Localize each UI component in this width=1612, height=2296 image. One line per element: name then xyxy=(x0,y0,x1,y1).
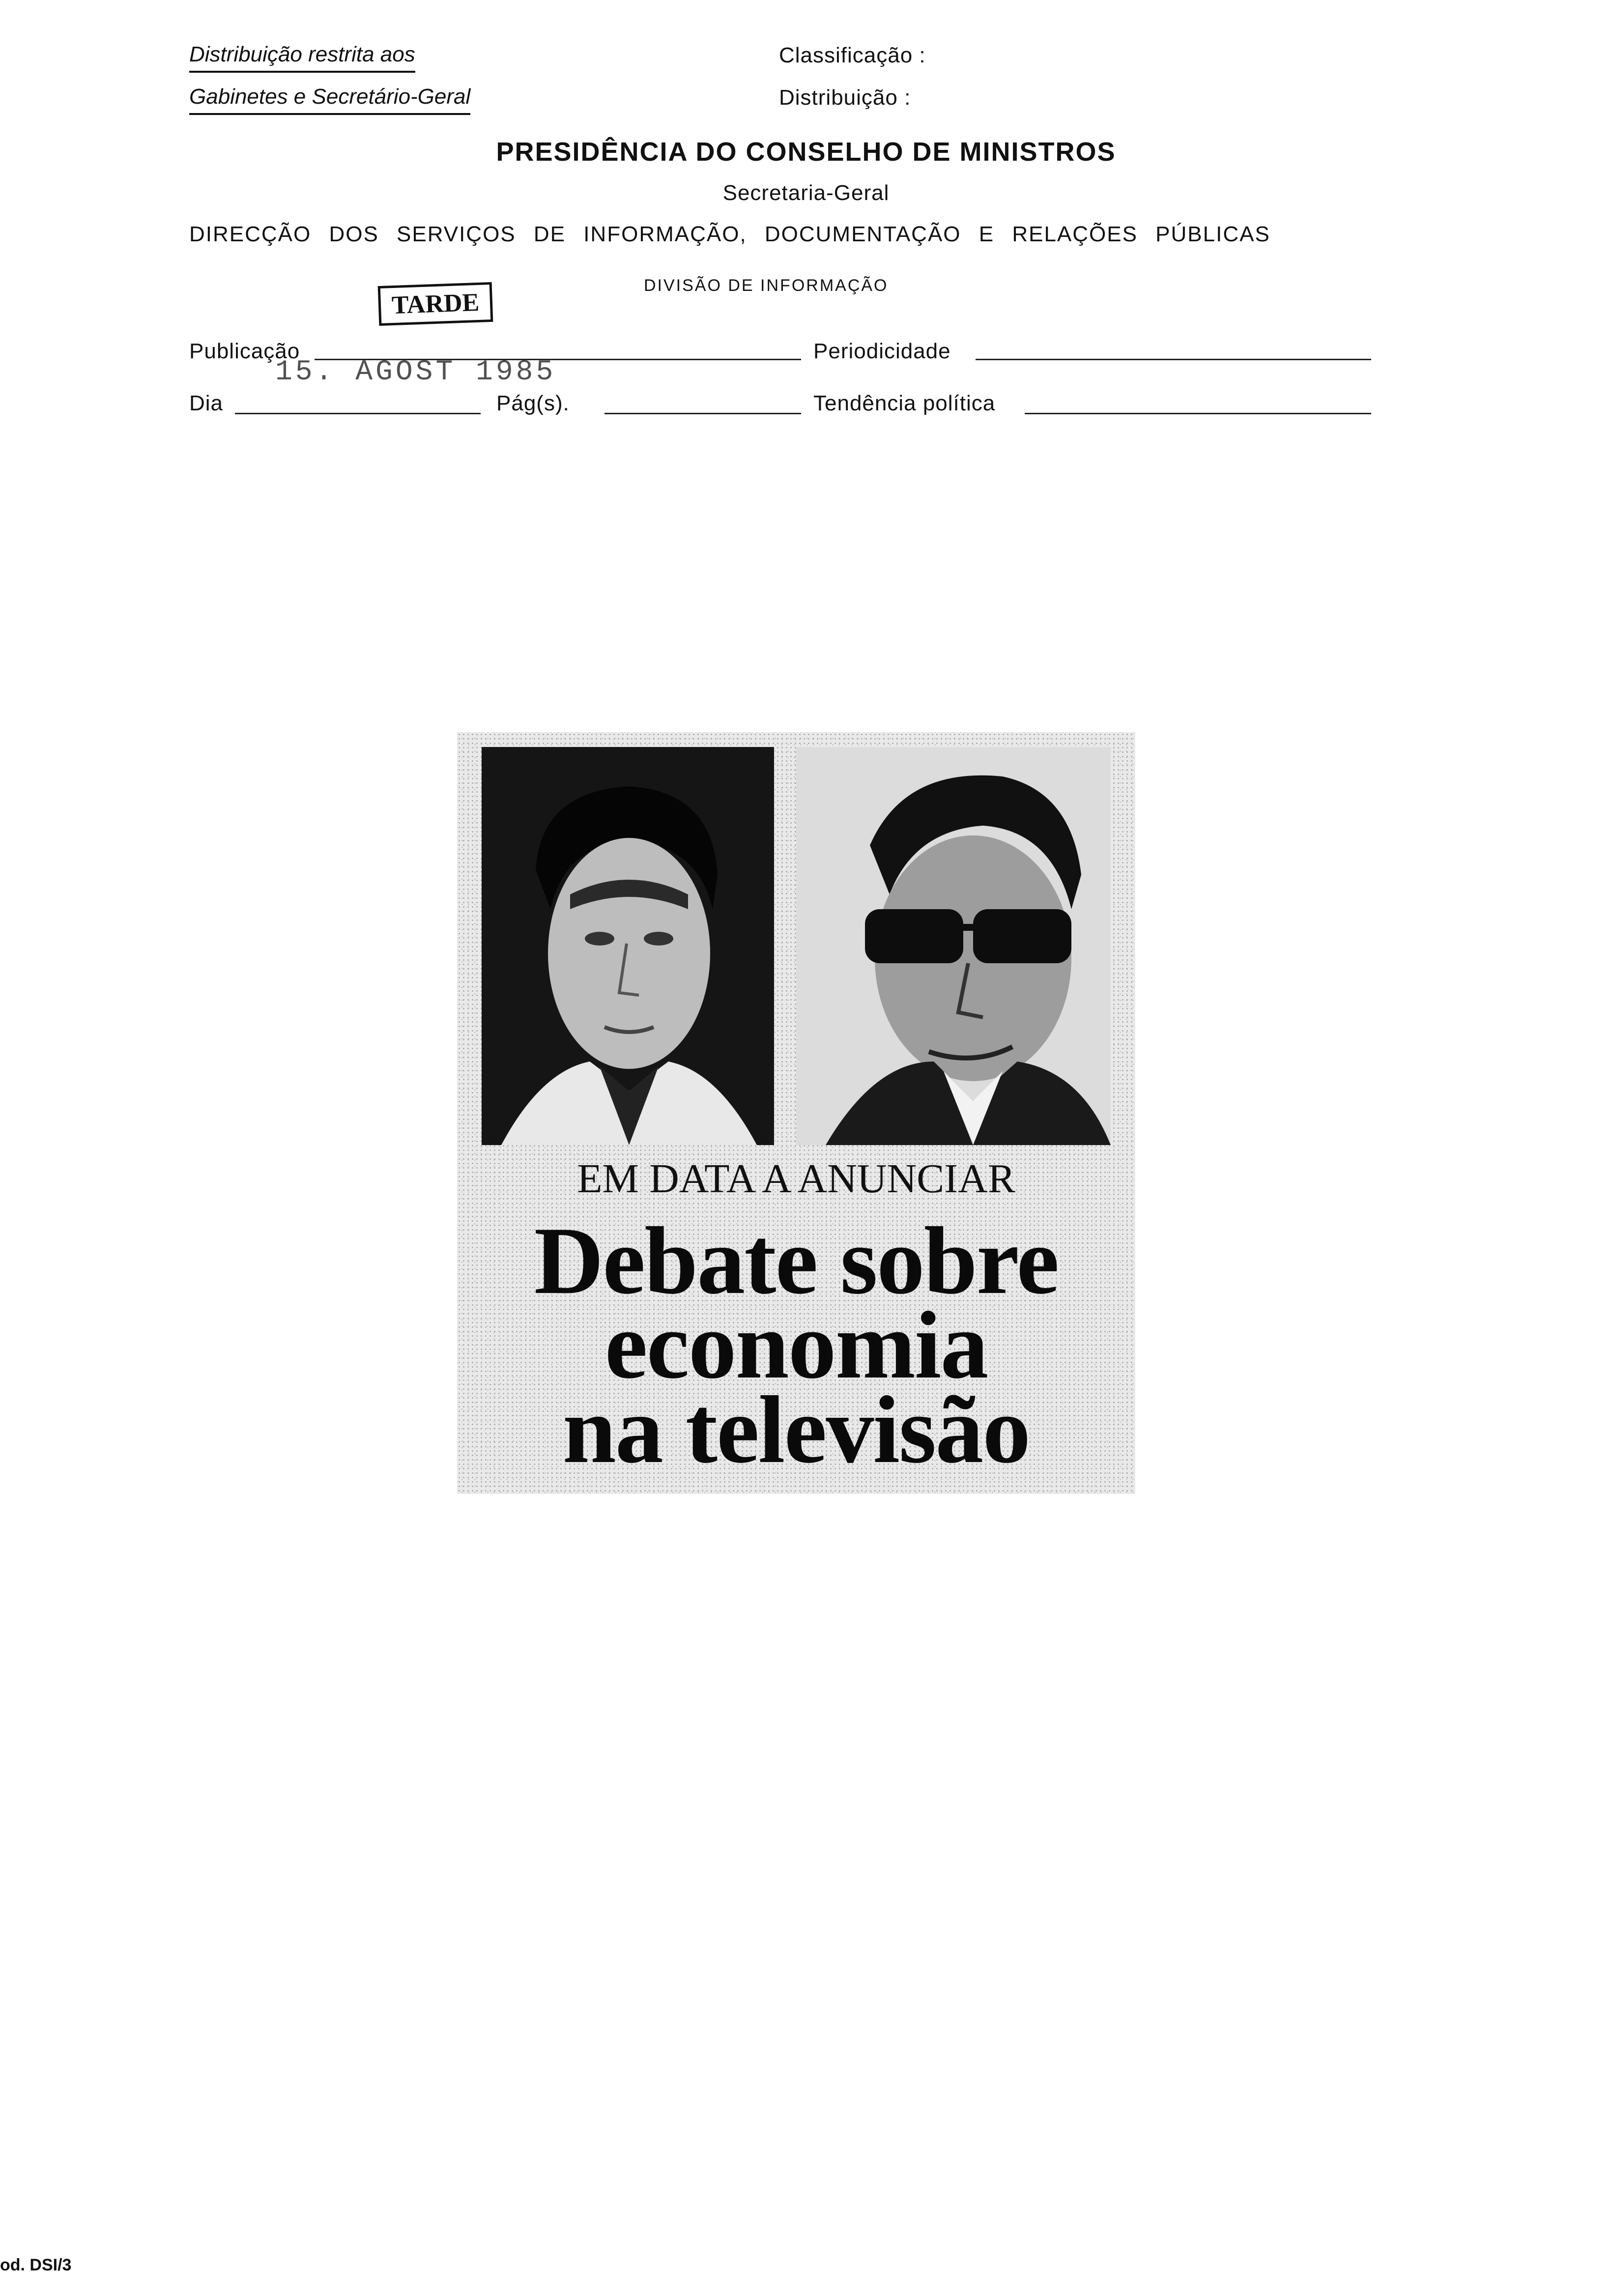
distribution-restriction-line-1: Distribuição restrita aos xyxy=(189,42,415,73)
distribution-restriction-line-2: Gabinetes e Secretário-Geral xyxy=(189,85,470,115)
publication-label: Publicação xyxy=(189,339,300,363)
publication-stamp: TARDE xyxy=(378,282,493,326)
clipping-headline-line-3: na televisão xyxy=(562,1377,1030,1483)
distribution-label: Distribuição : xyxy=(779,86,911,110)
clipping-headline-line-1: Debate sobre xyxy=(534,1207,1059,1314)
org-subtitle: Secretaria-Geral xyxy=(722,181,890,205)
portrait-photo-left xyxy=(482,747,774,1145)
publication-field-line xyxy=(315,359,801,360)
date-stamp: 15. AGOST 1985 xyxy=(275,356,556,388)
division-label: DIVISÃO DE INFORMAÇÃO xyxy=(644,276,889,295)
periodicity-field-line xyxy=(976,359,1371,360)
political-tendency-field-line xyxy=(1025,413,1371,414)
pages-label: Pág(s). xyxy=(496,391,570,415)
day-field-line xyxy=(235,413,481,414)
day-label: Dia xyxy=(189,391,224,415)
portrait-photo-right xyxy=(796,747,1111,1145)
page-title: PRESIDÊNCIA DO CONSELHO DE MINISTROS xyxy=(496,137,1116,167)
clipping-kicker: EM DATA A ANUNCIAR xyxy=(577,1156,1015,1202)
pages-field-line xyxy=(604,413,801,414)
form-code: od. DSI/3 xyxy=(0,2256,72,2274)
political-tendency-label: Tendência política xyxy=(813,391,996,415)
portrait-right-icon xyxy=(796,747,1111,1145)
directorate-line: DIRECÇÃO DOS SERVIÇOS DE INFORMAÇÃO, DOCUMENTAÇÃO E RELAÇÕES PÚBLICAS xyxy=(189,222,1270,246)
clipping-headline-line-2: economia xyxy=(604,1292,988,1399)
portrait-left-icon xyxy=(482,747,774,1145)
newspaper-clipping xyxy=(457,732,1135,1494)
periodicity-label: Periodicidade xyxy=(813,339,951,363)
classification-label: Classificação : xyxy=(779,43,926,67)
